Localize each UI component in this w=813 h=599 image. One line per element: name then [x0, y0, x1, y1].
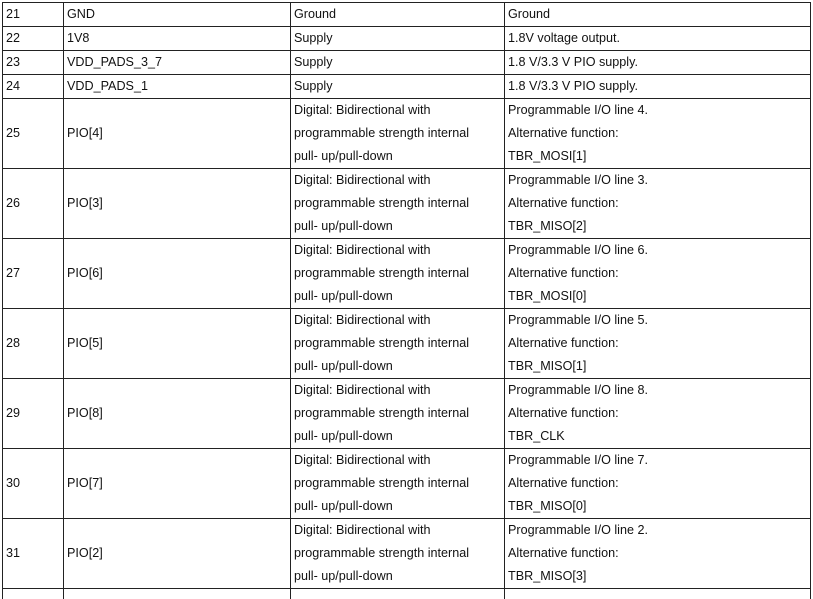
pin-type-line: Digital: Bidirectional with [294, 309, 504, 332]
table-row [3, 27, 811, 51]
pin-type-line: Digital: Bidirectional with [294, 169, 504, 192]
pin-type-cell [291, 51, 505, 75]
pin-type-cell [291, 449, 505, 519]
pin-description-cell [505, 27, 811, 51]
pin-type-cell [291, 309, 505, 379]
pin-description-line: Programmable I/O line 6. [508, 239, 810, 262]
pin-type-line: pull- up/pull-down [294, 215, 504, 238]
pin-type-line: Digital: Bidirectional with [294, 99, 504, 122]
table-row [3, 75, 811, 99]
table-row [3, 519, 811, 589]
pin-type-cell [291, 379, 505, 449]
pin-type-line: programmable strength internal [294, 122, 504, 145]
pin-description-cell [505, 99, 811, 169]
pin-description-cell [505, 309, 811, 379]
pin-type-line: Digital: Bidirectional with [294, 519, 504, 542]
pin-description-cell [505, 379, 811, 449]
table-row-cutoff [3, 589, 811, 599]
pin-number-cell: 24 [3, 75, 64, 99]
pin-name-cell: 1V8 [64, 27, 291, 51]
pin-description-line: Programmable I/O line 7. [508, 449, 810, 472]
pin-description-line: 1.8 V/3.3 V PIO supply. [508, 51, 810, 74]
empty-cell [3, 589, 64, 599]
pin-name-cell: VDD_PADS_3_7 [64, 51, 291, 75]
empty-cell [291, 589, 505, 599]
pin-type-line: pull- up/pull-down [294, 355, 504, 378]
table-row [3, 309, 811, 379]
empty-cell [505, 589, 811, 599]
pin-table-container [2, 2, 810, 599]
pin-description-table [2, 2, 811, 599]
pin-type-line: programmable strength internal [294, 542, 504, 565]
pin-number-cell: 26 [3, 169, 64, 239]
pin-name-cell: PIO[5] [64, 309, 291, 379]
pin-type-line: pull- up/pull-down [294, 285, 504, 308]
pin-description-line: TBR_MOSI[0] [508, 285, 810, 308]
pin-description-line: TBR_CLK [508, 425, 810, 448]
pin-description-line: Alternative function: [508, 122, 810, 145]
pin-type-line: programmable strength internal [294, 262, 504, 285]
pin-type-line: pull- up/pull-down [294, 425, 504, 448]
pin-description-cell [505, 169, 811, 239]
pin-description-cell [505, 51, 811, 75]
pin-type-line: pull- up/pull-down [294, 145, 504, 168]
pin-type-line: Supply [294, 27, 504, 50]
pin-description-line: Alternative function: [508, 402, 810, 425]
pin-name-cell: GND [64, 3, 291, 27]
pin-number-cell: 27 [3, 239, 64, 309]
pin-description-line: 1.8 V/3.3 V PIO supply. [508, 75, 810, 98]
pin-description-line: Programmable I/O line 4. [508, 99, 810, 122]
table-row [3, 449, 811, 519]
pin-type-line: Supply [294, 75, 504, 98]
table-row [3, 99, 811, 169]
pin-description-line: Programmable I/O line 3. [508, 169, 810, 192]
table-row [3, 169, 811, 239]
pin-description-cell [505, 449, 811, 519]
pin-number-cell: 28 [3, 309, 64, 379]
pin-table-body [3, 3, 811, 599]
pin-type-cell [291, 519, 505, 589]
pin-type-cell [291, 27, 505, 51]
pin-type-line: programmable strength internal [294, 472, 504, 495]
pin-description-cell [505, 3, 811, 27]
pin-description-line: Ground [508, 3, 810, 26]
pin-type-line: programmable strength internal [294, 192, 504, 215]
pin-number-cell: 21 [3, 3, 64, 27]
pin-name-cell: VDD_PADS_1 [64, 75, 291, 99]
pin-description-line: Alternative function: [508, 332, 810, 355]
table-row [3, 379, 811, 449]
pin-type-line: Digital: Bidirectional with [294, 379, 504, 402]
pin-description-cell [505, 519, 811, 589]
pin-number-cell: 29 [3, 379, 64, 449]
pin-description-line: Programmable I/O line 2. [508, 519, 810, 542]
pin-name-cell: PIO[3] [64, 169, 291, 239]
pin-number-cell: 30 [3, 449, 64, 519]
pin-description-line: Alternative function: [508, 542, 810, 565]
pin-type-line: pull- up/pull-down [294, 495, 504, 518]
pin-type-cell [291, 99, 505, 169]
pin-name-cell: PIO[2] [64, 519, 291, 589]
pin-name-cell: PIO[6] [64, 239, 291, 309]
pin-type-line: programmable strength internal [294, 402, 504, 425]
pin-description-line: Programmable I/O line 5. [508, 309, 810, 332]
pin-number-cell: 23 [3, 51, 64, 75]
pin-number-cell: 22 [3, 27, 64, 51]
pin-type-line: programmable strength internal [294, 332, 504, 355]
pin-description-line: TBR_MOSI[1] [508, 145, 810, 168]
table-row [3, 51, 811, 75]
pin-type-line: Supply [294, 51, 504, 74]
pin-type-cell [291, 169, 505, 239]
pin-description-line: TBR_MISO[1] [508, 355, 810, 378]
pin-description-line: TBR_MISO[2] [508, 215, 810, 238]
pin-description-cell [505, 75, 811, 99]
pin-description-cell [505, 239, 811, 309]
pin-name-cell: PIO[7] [64, 449, 291, 519]
table-row [3, 239, 811, 309]
empty-cell [64, 589, 291, 599]
pin-type-cell [291, 3, 505, 27]
pin-description-line: Programmable I/O line 8. [508, 379, 810, 402]
pin-type-cell [291, 75, 505, 99]
pin-description-line: Alternative function: [508, 192, 810, 215]
pin-number-cell: 25 [3, 99, 64, 169]
pin-description-line: Alternative function: [508, 262, 810, 285]
pin-type-line: pull- up/pull-down [294, 565, 504, 588]
pin-name-cell: PIO[8] [64, 379, 291, 449]
pin-name-cell: PIO[4] [64, 99, 291, 169]
pin-description-line: TBR_MISO[3] [508, 565, 810, 588]
pin-type-line: Digital: Bidirectional with [294, 239, 504, 262]
pin-type-cell [291, 239, 505, 309]
pin-number-cell: 31 [3, 519, 64, 589]
pin-type-line: Ground [294, 3, 504, 26]
pin-description-line: TBR_MISO[0] [508, 495, 810, 518]
table-row [3, 3, 811, 27]
pin-description-line: 1.8V voltage output. [508, 27, 810, 50]
pin-type-line: Digital: Bidirectional with [294, 449, 504, 472]
pin-description-line: Alternative function: [508, 472, 810, 495]
